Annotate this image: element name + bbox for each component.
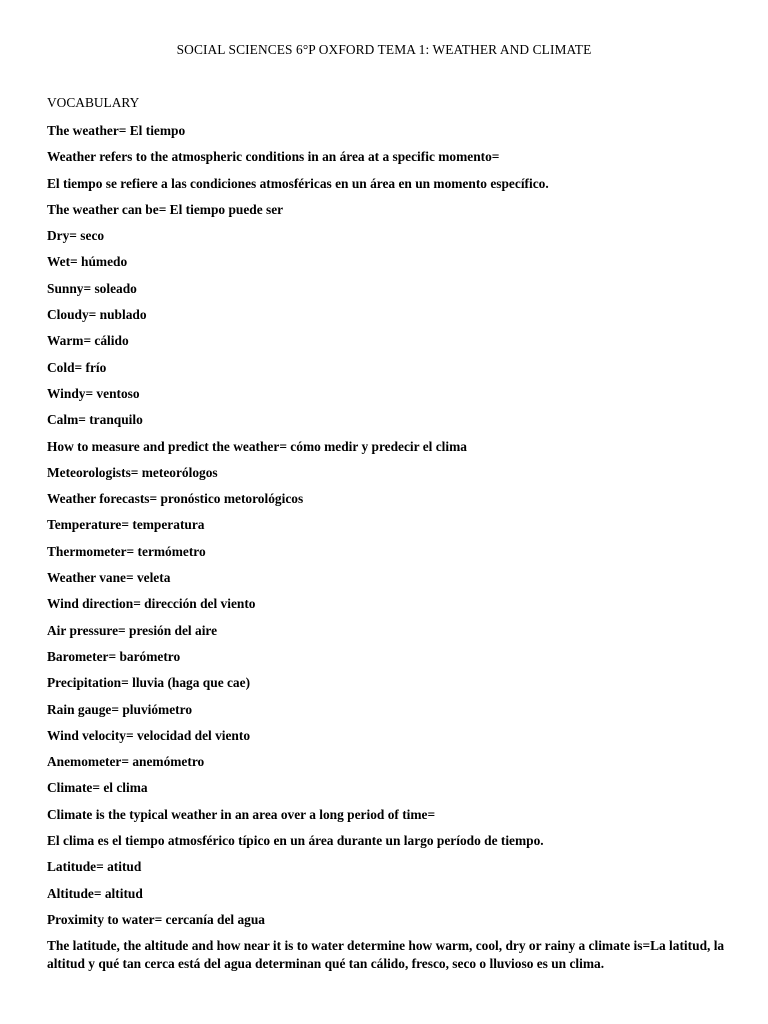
vocabulary-line: Temperature= temperatura: [47, 517, 205, 533]
vocabulary-line: How to measure and predict the weather= cómo medir y predecir el clima: [47, 438, 467, 454]
vocabulary-line: The weather= El tiempo: [47, 123, 186, 138]
vocabulary-line: Proximity to water= cercanía del agua: [47, 911, 265, 927]
vocabulary-line: Warm= cálido: [47, 333, 129, 349]
vocabulary-line: Thermometer= termómetro: [47, 543, 206, 559]
vocabulary-line: Weather vane= veleta: [47, 570, 171, 586]
vocabulary-line: Anemometer= anemómetro: [47, 754, 205, 770]
vocabulary-line: Wind velocity= velocidad del viento: [47, 727, 251, 743]
vocabulary-line: El clima es el tiempo atmosférico típico en un área durante un largo período de tiempo.: [47, 833, 544, 849]
document-title: SOCIAL SCIENCES 6°P OXFORD TEMA 1: WEATHER AND CLIMATE: [176, 42, 592, 57]
vocabulary-line: Cloudy= nublado: [47, 307, 147, 323]
vocabulary-line: El tiempo se refiere a las condiciones atmosféricas en un área en un momento específico.: [47, 175, 549, 191]
vocabulary-line: Altitude= altitud: [47, 885, 143, 901]
vocabulary-list: [47, 122, 727, 983]
section-heading: VOCABULARY: [47, 95, 140, 110]
vocabulary-line: Precipitation= lluvia (haga que cae): [47, 675, 251, 691]
vocabulary-line: Latitude= atitud: [47, 859, 142, 875]
vocabulary-line: Wind direction= dirección del viento: [47, 596, 256, 612]
vocabulary-line: Barometer= barómetro: [47, 648, 181, 664]
vocabulary-line: Dry= seco: [47, 228, 105, 244]
vocabulary-line: Air pressure= presión del aire: [47, 622, 218, 638]
vocabulary-paragraph: The latitude, the altitude and how near it is to water determine how warm, cool, dry or rainy a climate is=La latitud, la altitud y qué tan cerca está del agua determinan qué tan cálido, fresco, seco o lluvioso es un clima.: [47, 938, 725, 972]
vocabulary-line: Rain gauge= pluviómetro: [47, 701, 193, 717]
vocabulary-line: Wet= húmedo: [47, 254, 128, 270]
vocabulary-line: Calm= tranquilo: [47, 412, 143, 428]
vocabulary-line: Climate= el clima: [47, 780, 148, 796]
vocabulary-line: Windy= ventoso: [47, 385, 140, 401]
vocabulary-line: Sunny= soleado: [47, 280, 137, 296]
vocabulary-line: Meteorologists= meteorólogos: [47, 464, 218, 480]
vocabulary-line: Weather refers to the atmospheric conditions in an área at a specific momento=: [47, 149, 500, 165]
vocabulary-line: The weather can be= El tiempo puede ser: [47, 201, 284, 217]
vocabulary-line: Weather forecasts= pronóstico metorológicos: [47, 491, 304, 507]
vocabulary-line: Cold= frío: [47, 359, 107, 375]
vocabulary-line: Climate is the typical weather in an area over a long period of time=: [47, 806, 436, 822]
